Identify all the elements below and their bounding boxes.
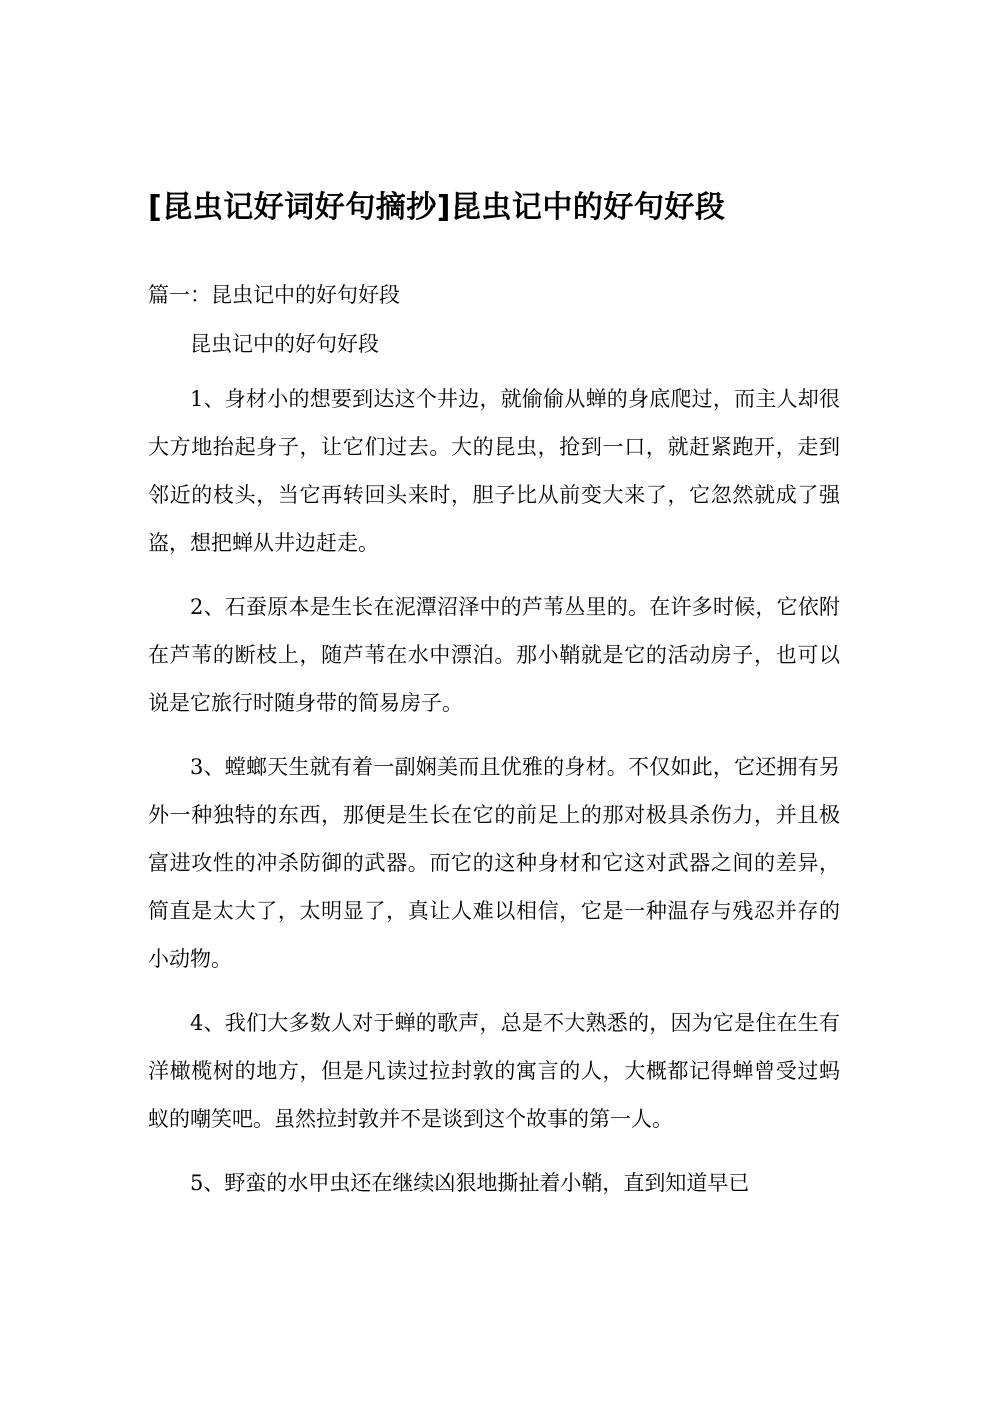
document-subtitle: 昆虫记中的好句好段 xyxy=(190,332,379,356)
body-paragraph-3: 3、螳螂天生就有着一副娴美而且优雅的身材。不仅如此，它还拥有另外一种独特的东西，那便是生长在它的前足上的那对极具杀伤力，并且极富进攻性的冲杀防御的武器。而它的这种身材和它这对武器之间的差异，简直是太大了，太明显了，真让人难以相信，它是一种温存与残忍并存的小动物。 xyxy=(148,755,840,971)
body-paragraph-5: 5、野蛮的水甲虫还在继续凶狠地撕扯着小鞘，直到知道早已 xyxy=(190,1171,750,1195)
body-paragraph-4: 4、我们大多数人对于蝉的歌声，总是不大熟悉的，因为它是住在生有洋橄榄树的地方，但是凡读过拉封敦的寓言的人，大概都记得蝉曾受过蚂蚁的嘲笑吧。虽然拉封敦并不是谈到这个故事的第一人。 xyxy=(148,1011,840,1131)
body-paragraph-2: 2、石蚕原本是生长在泥潭沼泽中的芦苇丛里的。在许多时候，它依附在芦苇的断枝上，随芦苇在水中漂泊。那小鞘就是它的活动房子，也可以说是它旅行时随身带的简易房子。 xyxy=(148,595,840,715)
page-title: [昆虫记好词好句摘抄]昆虫记中的好句好段 xyxy=(148,190,726,225)
body-paragraph-1: 1、身材小的想要到达这个井边，就偷偷从蝉的身底爬过，而主人却很大方地抬起身子，让它们过去。大的昆虫，抢到一口，就赶紧跑开，走到邻近的枝头，当它再转回头来时，胆子比从前变大来了，它忽然就成了强盗，想把蝉从井边赶走。 xyxy=(148,387,840,555)
section-label: 篇一：昆虫记中的好句好段 xyxy=(148,283,400,307)
document-body xyxy=(148,0,840,1207)
